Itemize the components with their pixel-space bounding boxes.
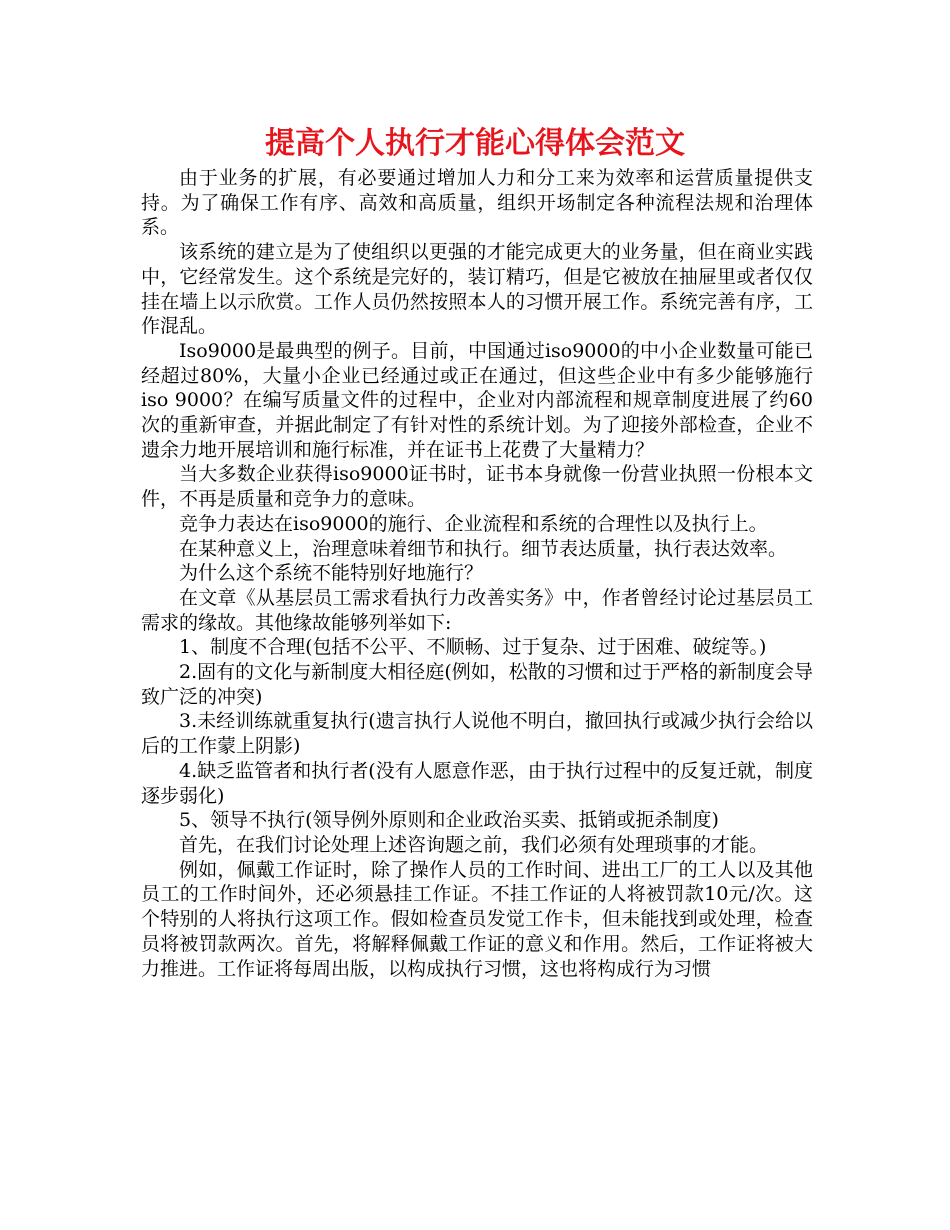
paragraph: Iso9000是最典型的例子。目前，中国通过iso9000的中小企业数量可能已经超过80%，大量小企业已经通过或正在通过，但这些企业中有多少能够施行iso 9000？在编写质量文件的过程中，企业对内部流程和规章制度进展了约60次的重新审查，并据此制定了有针对性的系统计划。为了迎接外部检查，企业不遗余力地开展培训和施行标准，并在证书上花费了大量精力？ bbox=[141, 339, 813, 461]
paragraph: 首先，在我们讨论处理上述咨询题之前，我们必须有处理琐事的才能。 bbox=[179, 833, 769, 856]
paragraph: 当大多数企业获得iso9000证书时，证书本身就像一份营业执照一份根本文件，不再是质量和竞争力的意味。 bbox=[141, 463, 813, 511]
paragraph: 竞争力表达在iso9000的施行、企业流程和系统的合理性以及执行上。 bbox=[179, 512, 768, 535]
list-item: 2.固有的文化与新制度大相径庭(例如，松散的习惯和过于严格的新制度会导致广泛的冲突) bbox=[141, 661, 813, 708]
paragraph: 在某种意义上，治理意味着细节和执行。细节表达质量，执行表达效率。 bbox=[179, 537, 788, 560]
document-body bbox=[141, 166, 813, 981]
list-item: 3.未经训练就重复执行(遗言执行人说他不明白，撤回执行或减少执行会给以后的工作蒙上阴影) bbox=[141, 710, 813, 758]
list-item: 1、制度不合理(包括不公平、不顺畅、过于复杂、过于困难、破绽等。) bbox=[179, 636, 767, 659]
paragraph: 例如，佩戴工作证时，除了操作人员的工作时间、进出工厂的工人以及其他员工的工作时间外，还必须悬挂工作证。不挂工作证的人将被罚款10元/次。这个特别的人将执行这项工作。假如检查员发觉工作卡，但未能找到或处理，检查员将被罚款两次。首先，将解释佩戴工作证的意义和作用。然后，工作证将被大力推进。工作证将每周出版，以构成执行习惯，这也将构成行为习惯 bbox=[141, 858, 813, 980]
paragraph: 为什么这个系统不能特别好地施行？ bbox=[179, 562, 484, 585]
paragraph: 在文章《从基层员工需求看执行力改善实务》中，作者曾经讨论过基层员工需求的缘故。其他缘故能够列举如下: bbox=[141, 586, 813, 634]
list-item: 4.缺乏监管者和执行者(没有人愿意作恶，由于执行过程中的反复迁就，制度逐步弱化) bbox=[141, 759, 813, 807]
paragraph: 该系统的建立是为了使组织以更强的才能完成更大的业务量，但在商业实践中，它经常发生。这个系统是完好的，装订精巧，但是它被放在抽屉里或者仅仅挂在墙上以示欣赏。工作人员仍然按照本人的习惯开展工作。系统完善有序，工作混乱。 bbox=[141, 241, 813, 338]
paragraph: 由于业务的扩展，有必要通过增加人力和分工来为效率和运营质量提供支持。为了确保工作有序、高效和高质量，组织开场制定各种流程法规和治理体系。 bbox=[141, 167, 813, 239]
document-title: 提高个人执行才能心得体会范文 bbox=[265, 126, 685, 161]
list-item: 5、领导不执行(领导例外原则和企业政治买卖、抵销或扼杀制度) bbox=[179, 809, 719, 832]
